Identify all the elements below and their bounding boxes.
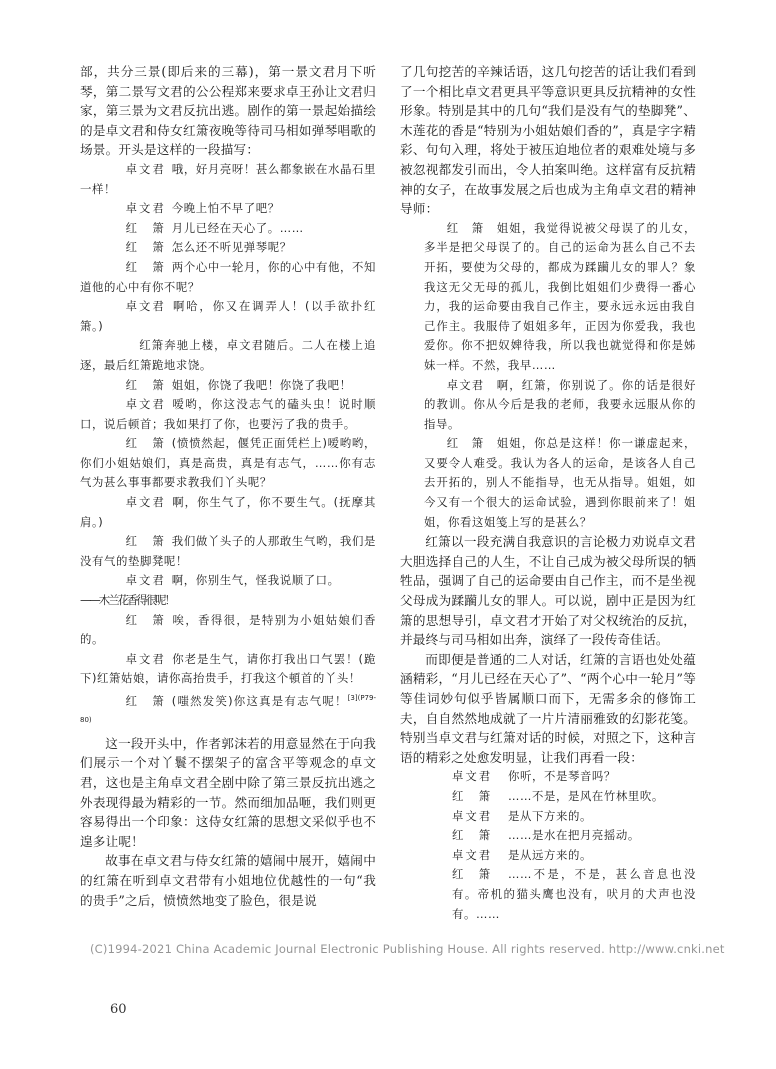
dialogue-line: [80, 219, 376, 239]
dialogue-text: 姐姐，你饶了我吧！你饶了我吧！: [171, 377, 352, 392]
analysis-paragraph-3: 红箫以一段充满自我意识的言论极力劝说卓文君大胆选择自己的人生，不让自己成为被父母所误的牺牲品，强调了自己的运命要由自己作主，而不是坐视父母成为蹂躏儿女的罪人。可以说，剧中正是因为红箫的思想导引，卓文君才开始了对父权统治的反抗，并最终与司马相如出奔，演绎了一段传奇佳话。: [400, 534, 696, 648]
dialogue-text: 啊哈，你又在调弄人！(以手欲扑红箫。): [80, 299, 376, 333]
stage-direction: [80, 336, 376, 375]
speaker-name: 红 箫: [125, 534, 166, 549]
dialogue-line: [400, 807, 696, 827]
dialogue-text: 你听，不是琴音吗？: [508, 769, 616, 784]
dialogue-text: 嗳哟，你这没志气的磕头虫！说时顺口，说后顿首；我如果打了你，也要污了我的贵手。: [80, 397, 376, 431]
speaker-name: 红 箫: [125, 436, 166, 451]
dialogue-text: (愤愤然起，偃凭正面凭栏上)嗳哟哟，你们小姐姑娘们，真是高贵，真是有志气，……你有志气为甚么事事都要求教我们丫头呢？: [80, 436, 376, 490]
speaker-name: 红 箫: [125, 693, 166, 708]
dialogue-text: 今晚上怕不早了吧？: [171, 201, 280, 216]
speaker-name: 卓文君: [125, 161, 166, 176]
right-column: [400, 62, 696, 924]
dialogue-line: [80, 238, 376, 258]
speaker-name: 红 箫: [125, 612, 166, 627]
speaker-name: 红 箫: [125, 377, 166, 392]
dialogue-line: [80, 395, 376, 434]
dialogue-text: ……不是，是风在竹林里吹。: [508, 788, 664, 803]
dialogue-line: [80, 532, 376, 571]
dialogue-text: 哦，好月亮呀！甚么都象嵌在水晶石里一样！: [80, 161, 376, 196]
dialogue-text: 啊，你别生气，怪我说顺了口。: [171, 573, 340, 588]
analysis-paragraph-1: 这一段开头中，作者郭沫若的用意显然在于向我们展示一个对丫鬟不摆架子的富含平等观念的卓文君，这也是主角卓文君全剧中除了第三景反抗出逃之外表现得最为精彩的一节。然而细加品咂，我们则更容易得出一个印象：这侍女红箫的思想文采似乎也不遑多让呢！: [80, 735, 376, 849]
speaker-name: 卓文君: [125, 201, 166, 216]
dialogue-text: ……是水在把月亮摇动。: [508, 828, 640, 843]
analysis-paragraph-2: 故事在卓文君与侍女红箫的嬉闹中展开，嬉闹中的红箫在听到卓文君带有小姐地位优越性的一句“我的贵手”之后，愤愤然地变了脸色，很是说: [80, 853, 376, 908]
speaker-name: 卓文君: [125, 495, 166, 510]
dialogue-line: [80, 493, 376, 532]
dialogue-line: [400, 787, 696, 807]
dash-line: [80, 591, 376, 611]
dialogue-text: (嗤然发笑)你这真是有志气呢！: [171, 693, 348, 708]
dialogue-text: 我们做丫头子的人那敢生气哟，我们是没有气的垫脚凳呢！: [80, 534, 376, 568]
dialogue-line: [400, 767, 696, 787]
speaker-name: 红 箫: [125, 259, 166, 274]
speaker-name: 红 箫: [125, 220, 166, 235]
speaker-name: 卓文君: [452, 808, 493, 823]
citation-marker: [3](P79-80): [80, 694, 376, 725]
dialogue-text: 是从远方来的。: [508, 847, 592, 862]
block-quote-hongxiao-2: 红 箫 姐姐，你总是这样！你一谦虚起来，又要令人难受。我认为各人的运命，是该各人自己去开拓的，别人不能指导，也无从指导。姐姐，如今又有一个很大的运命试验，遇到你眼前来了！姐姐，你看这姐笺上写的是甚么？: [424, 436, 696, 529]
speaker-name: 卓文君: [125, 573, 166, 588]
speaker-name: 红 箫: [452, 867, 493, 882]
dialogue-line: [80, 376, 376, 396]
dialogue-text: 是从下方来的。: [508, 808, 592, 823]
page-number: 60: [110, 1002, 127, 1017]
speaker-name: 卓文君: [125, 299, 166, 314]
dialogue-line: [80, 434, 376, 493]
stage-direction-text: 红箫奔驰上楼，卓文君随后。二人在楼上追逐，最后红箫跪地求饶。: [80, 338, 376, 372]
dialogue-line: [400, 826, 696, 846]
dialogue-line: [80, 199, 376, 219]
speaker-name: 红 箫: [452, 788, 493, 803]
speaker-name: 卓文君: [125, 651, 166, 666]
dialogue-line: [80, 297, 376, 336]
analysis-paragraph-4: 而即便是普通的二人对话，红箫的言语也处处蕴涵精彩，“月儿已经在天心了”、“两个心中一轮月”等等佳词妙句似乎皆属顺口而下，无需多余的修饰工夫，自自然然地成就了一片片清丽雅致的幻影花笺。特别当卓文君与红箫对话的时候，对照之下，这种言语的精彩之处愈发明显，让我们再看一段：: [400, 651, 696, 765]
copyright-watermark: (C)1994-2021 China Academic Journal Electronic Publishing House. All rights reserved. http://www.cnki.net: [90, 942, 725, 956]
speaker-name: 卓文君: [452, 769, 493, 784]
dialogue-line: [80, 689, 376, 734]
dialogue-line: [80, 160, 376, 199]
block-quote-hongxiao-1: 红 箫 姐姐，我觉得说被父母误了的儿女，多半是把父母误了的。自己的运命为甚么自己不去开拓，要使为父母的，都成为蹂躏儿女的罪人？象我这无父无母的孤儿，我倒比姐姐们少费得一番心力，我的运命要由我自己作主，要永远永远由我自己作主。我服侍了姐姐多年，正因为你爱我，我也爱你。你不把奴婢待我，所以我也就觉得和你是姊妹一样。不然，我早……: [424, 220, 696, 372]
dialogue-text: 唉，香得很，是特别为小姐姑娘们香的。: [80, 612, 376, 647]
dialogue-text: 怎么还不听见弹琴呢？: [171, 240, 292, 255]
speaker-name: 卓文君: [125, 397, 166, 412]
intro-paragraph: 部，共分三景(即后来的三幕)，第一景文君月下听琴，第二景写文君的公公程郑来要求卓王孙让文君归家，第三景为文君反抗出逃。剧作的第一景起始描绘的是卓文君和侍女红箫夜晚等待司马相如弹琴唱歌的场景。开头是这样的一段描写：: [80, 64, 376, 158]
dialogue-text: ……不是，不是，甚么音息也没有。帝机的猫头鹰也没有，吠月的犬声也没有。……: [452, 867, 696, 921]
dialogue-text: 两个心中一轮月，你的心中有他，不知道他的心中有你不呢？: [80, 259, 376, 294]
continuation-paragraph: 了几句挖苦的辛辣话语，这几句挖苦的话让我们看到了一个相比卓文君更具平等意识更具反抗精神的女性形象。特别是其中的几句“我们是没有气的垫脚凳”、木莲花的香是“特别为小姐姑娘们香的”，真是字字精彩、句句入理，将处于被压迫地位者的艰难处境与多被忽视都发引而出，令人拍案叫绝。这样富有反抗精神的女子，在故事发展之后也成为主角卓文君的精神导师：: [400, 64, 696, 217]
dash-line-text: ——木兰花香得很呢！: [80, 593, 174, 608]
dialogue-text: 你老是生气，请你打我出口气罢！(跪下)红箫姑娘，请你高抬贵手，打我这个頓首的丫头！: [80, 651, 376, 686]
dialogue-line: [400, 865, 696, 924]
dialogue-line: [400, 846, 696, 866]
dialogue-text: 月儿已经在天心了。……: [171, 220, 304, 235]
block-quote-wenjun: 卓文君 啊，红箫，你别说了。你的话是很好的教训。你从今后是我的老师，我要永远服从你的指导。: [424, 377, 696, 431]
dialogue-line: [80, 258, 376, 297]
left-column: [80, 62, 376, 910]
speaker-name: 红 箫: [125, 240, 166, 255]
dialogue-line: [80, 611, 376, 650]
speaker-name: 卓文君: [452, 847, 493, 862]
dialogue-line: [80, 650, 376, 689]
dialogue-text: 啊，你生气了，你不要生气。(抚摩其肩。): [80, 495, 376, 529]
dialogue-line: [80, 571, 376, 591]
speaker-name: 红 箫: [452, 828, 493, 843]
